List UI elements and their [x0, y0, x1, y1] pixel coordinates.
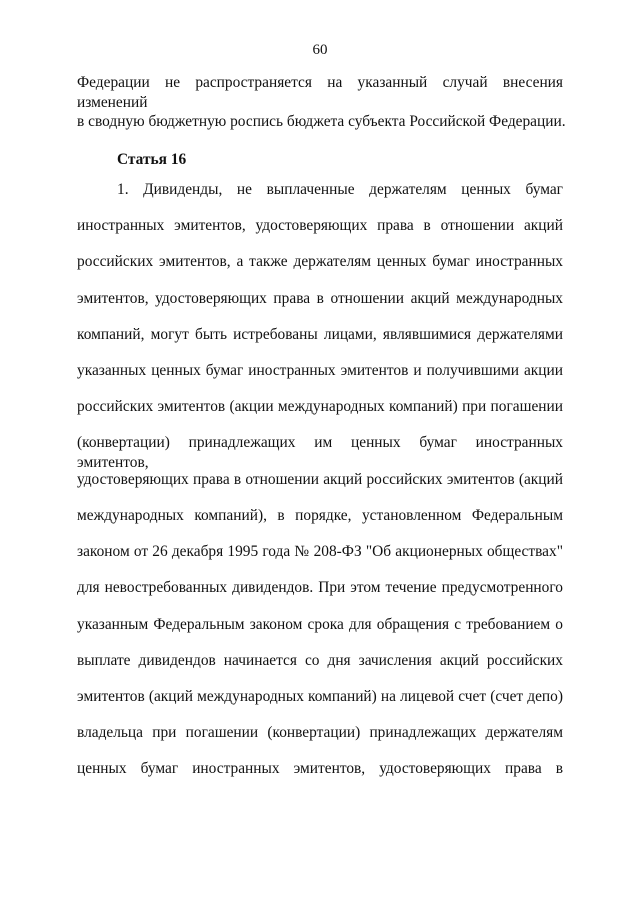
paragraph-line: владельца при погашении (конвертации) принадлежащих держателям: [77, 724, 563, 741]
paragraph-line: иностранных эмитентов, удостоверяющих права в отношении акций: [77, 217, 563, 234]
paragraph-line: компаний, могут быть истребованы лицами, являвшимися держателями: [77, 326, 563, 343]
paragraph-line: указанным Федеральным законом срока для обращения с требованием о: [77, 616, 563, 633]
paragraph-line: указанных ценных бумаг иностранных эмитентов и получившими акции: [77, 362, 563, 379]
page-number: 60: [312, 42, 328, 58]
intro-line-2: в сводную бюджетную роспись бюджета субъекта Российской Федерации.: [77, 113, 566, 130]
paragraph-line: (конвертации) принадлежащих им ценных бумаг иностранных эмитентов,: [77, 434, 563, 471]
paragraph-line: российских эмитентов (акции международных компаний) при погашении: [77, 398, 563, 415]
paragraph-line: российских эмитентов, а также держателям ценных бумаг иностранных: [77, 253, 563, 270]
paragraph-line: удостоверяющих права в отношении акций российских эмитентов (акций: [77, 471, 563, 488]
paragraph-line: ценных бумаг иностранных эмитентов, удостоверяющих права в: [77, 760, 563, 777]
paragraph-line: эмитентов (акций международных компаний) на лицевой счет (счет депо): [77, 688, 563, 705]
paragraph-line: для невостребованных дивидендов. При этом течение предусмотренного: [77, 579, 563, 596]
article-heading: Статья 16: [117, 151, 187, 168]
paragraph-line: выплате дивидендов начинается со дня зачисления акций российских: [77, 652, 563, 669]
paragraph-line: международных компаний), в порядке, установленном Федеральным: [77, 507, 563, 524]
paragraph-line: законом от 26 декабря 1995 года № 208-ФЗ "Об акционерных обществах": [77, 543, 563, 560]
intro-line-1: Федерации не распространяется на указанный случай внесения изменений: [77, 74, 563, 111]
paragraph-line: эмитентов, удостоверяющих права в отношении акций международных: [77, 290, 563, 307]
paragraph-line: 1. Дивиденды, не выплаченные держателям ценных бумаг: [117, 181, 563, 198]
